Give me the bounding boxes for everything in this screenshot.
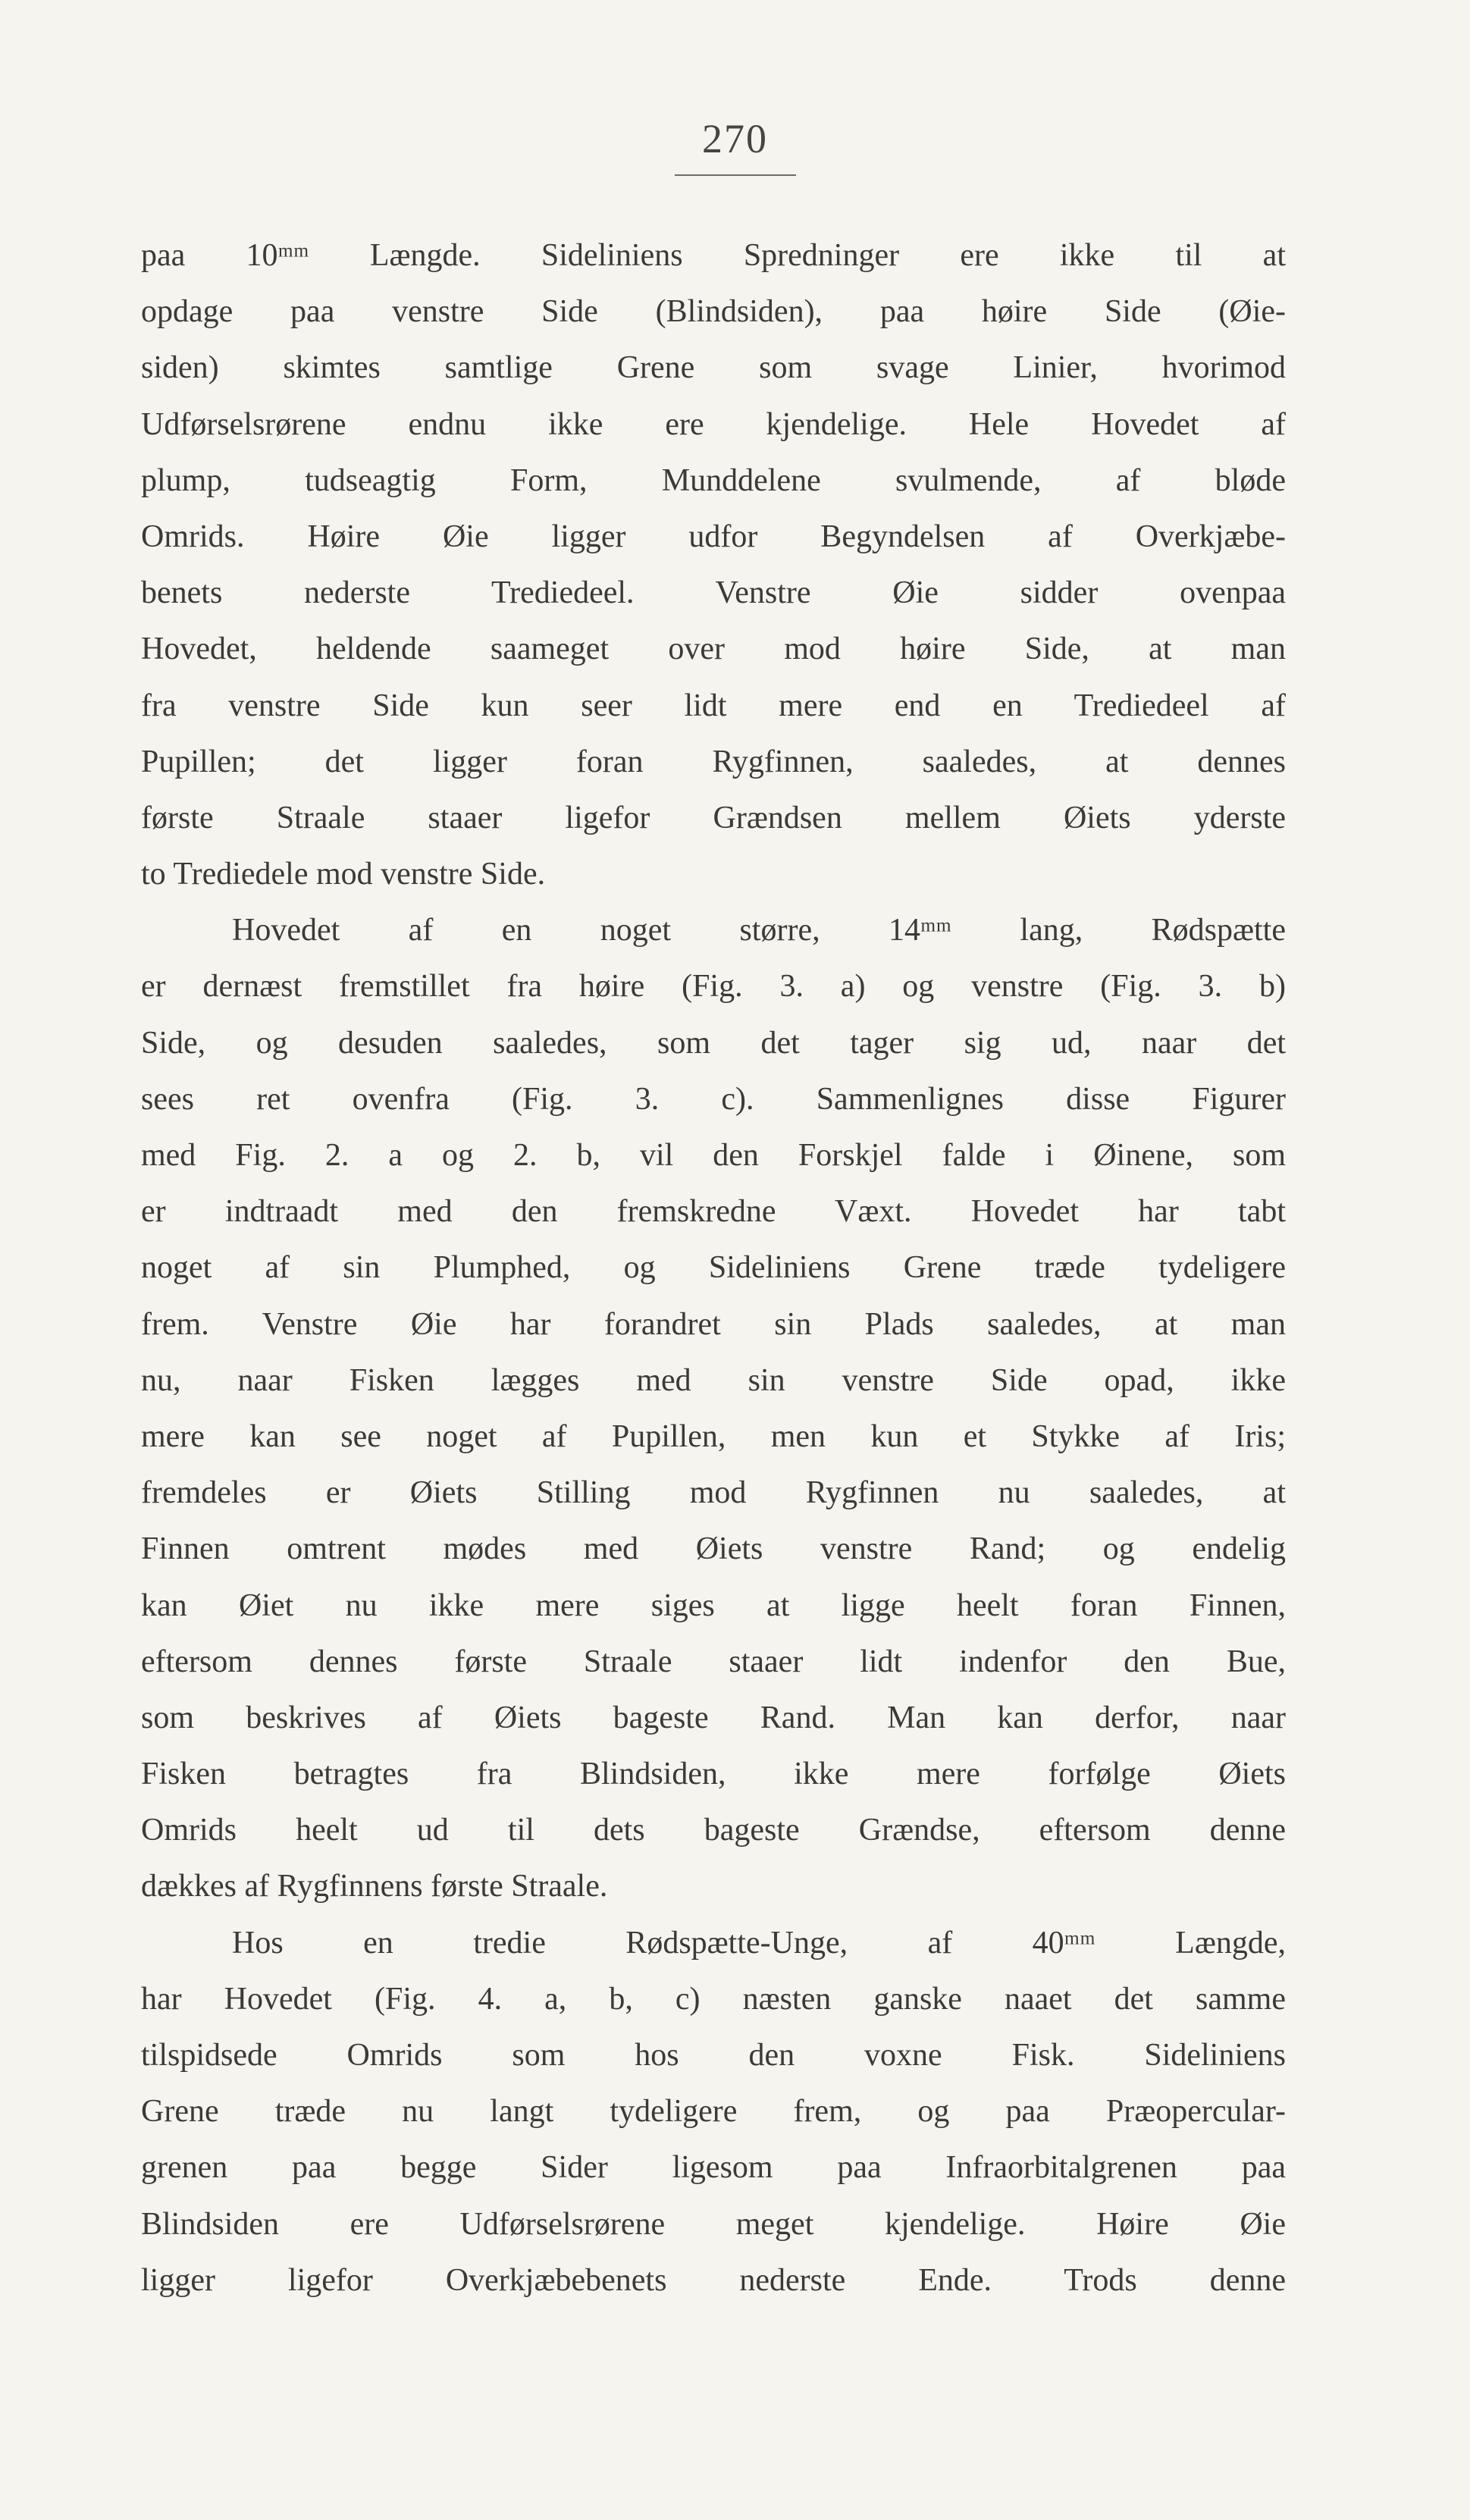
text-line: er indtraadt med den fremskredne Væxt. Hovedet har tabt (141, 1194, 1286, 1230)
text-line: Grene træde nu langt tydeligere frem, og paa Præopercular- (141, 2094, 1286, 2130)
text-line: tilspidsede Omrids som hos den voxne Fisk. Sideliniens (141, 2038, 1286, 2073)
text-line: dækkes af Rygfinnens første Straale. (141, 1869, 608, 1904)
text-line: Finnen omtrent mødes med Øiets venstre Rand; og endelig (141, 1531, 1286, 1567)
text-line: nu, naar Fisken lægges med sin venstre Side opad, ikke (141, 1362, 1286, 1398)
text-line: grenen paa begge Sider ligesom paa Infraorbitalgrenen paa (141, 2150, 1286, 2186)
text-line: opdage paa venstre Side (Blindsiden), paa høire Side (Øie- (141, 294, 1286, 330)
text-line: Omrids heelt ud til dets bageste Grændse, eftersom denne (141, 1813, 1286, 1848)
text-line: fremdeles er Øiets Stilling mod Rygfinnen nu saaledes, at (141, 1475, 1286, 1511)
body-text (141, 227, 1286, 2308)
text-line: Hos en tredie Rødspætte-Unge, af 40ᵐᵐ Længde, (232, 1925, 1286, 1961)
text-line: sees ret ovenfra (Fig. 3. c). Sammenlignes disse Figurer (141, 1081, 1286, 1117)
text-line: Pupillen; det ligger foran Rygfinnen, saaledes, at dennes (141, 744, 1286, 779)
text-line: kan Øiet nu ikke mere siges at ligge heelt foran Finnen, (141, 1588, 1286, 1623)
text-line: Udførselsrørene endnu ikke ere kjendelige. Hele Hovedet af (141, 406, 1286, 442)
text-line: ligger ligefor Overkjæbebenets nederste Ende. Trods denne (141, 2262, 1286, 2298)
text-line: frem. Venstre Øie har forandret sin Plads saaledes, at man (141, 1306, 1286, 1342)
text-line: Side, og desuden saaledes, som det tager sig ud, naar det (141, 1025, 1286, 1061)
text-line: første Straale staaer ligefor Grændsen mellem Øiets yderste (141, 800, 1286, 835)
text-line: eftersom dennes første Straale staaer lidt indenfor den Bue, (141, 1644, 1286, 1679)
text-line: noget af sin Plumphed, og Sideliniens Grene træde tydeligere (141, 1250, 1286, 1286)
text-line: med Fig. 2. a og 2. b, vil den Forskjel falde i Øinene, som (141, 1138, 1286, 1173)
text-line: har Hovedet (Fig. 4. a, b, c) næsten ganske naaet det samme (141, 1981, 1286, 2017)
text-line: Hovedet af en noget større, 14ᵐᵐ lang, Rødspætte (232, 913, 1286, 948)
text-line: Hovedet, heldende saameget over mod høire Side, at man (141, 632, 1286, 667)
text-line: paa 10ᵐᵐ Længde. Sideliniens Spredninger ere ikke til at (141, 238, 1286, 273)
text-line: som beskrives af Øiets bageste Rand. Man kan derfor, naar (141, 1700, 1286, 1735)
text-line: Blindsiden ere Udførselsrørene meget kjendelige. Høire Øie (141, 2206, 1286, 2242)
text-line: Omrids. Høire Øie ligger udfor Begyndelsen af Overkjæbe- (141, 519, 1286, 554)
text-line: plump, tudseagtig Form, Munddelene svulmende, af bløde (141, 462, 1286, 498)
text-line: to Trediedele mod venstre Side. (141, 857, 546, 892)
text-line: er dernæst fremstillet fra høire (Fig. 3. a) og venstre (Fig. 3. b) (141, 969, 1286, 1005)
text-line: benets nederste Trediedeel. Venstre Øie sidder ovenpaa (141, 575, 1286, 611)
text-line: mere kan see noget af Pupillen, men kun et Stykke af Iris; (141, 1418, 1286, 1454)
text-line: Fisken betragtes fra Blindsiden, ikke mere forfølge Øiets (141, 1757, 1286, 1792)
text-line: siden) skimtes samtlige Grene som svage Linier, hvorimod (141, 350, 1286, 386)
text-line: fra venstre Side kun seer lidt mere end en Trediedeel af (141, 688, 1286, 723)
page-number: 270 (702, 116, 768, 161)
header-rule (675, 174, 796, 176)
